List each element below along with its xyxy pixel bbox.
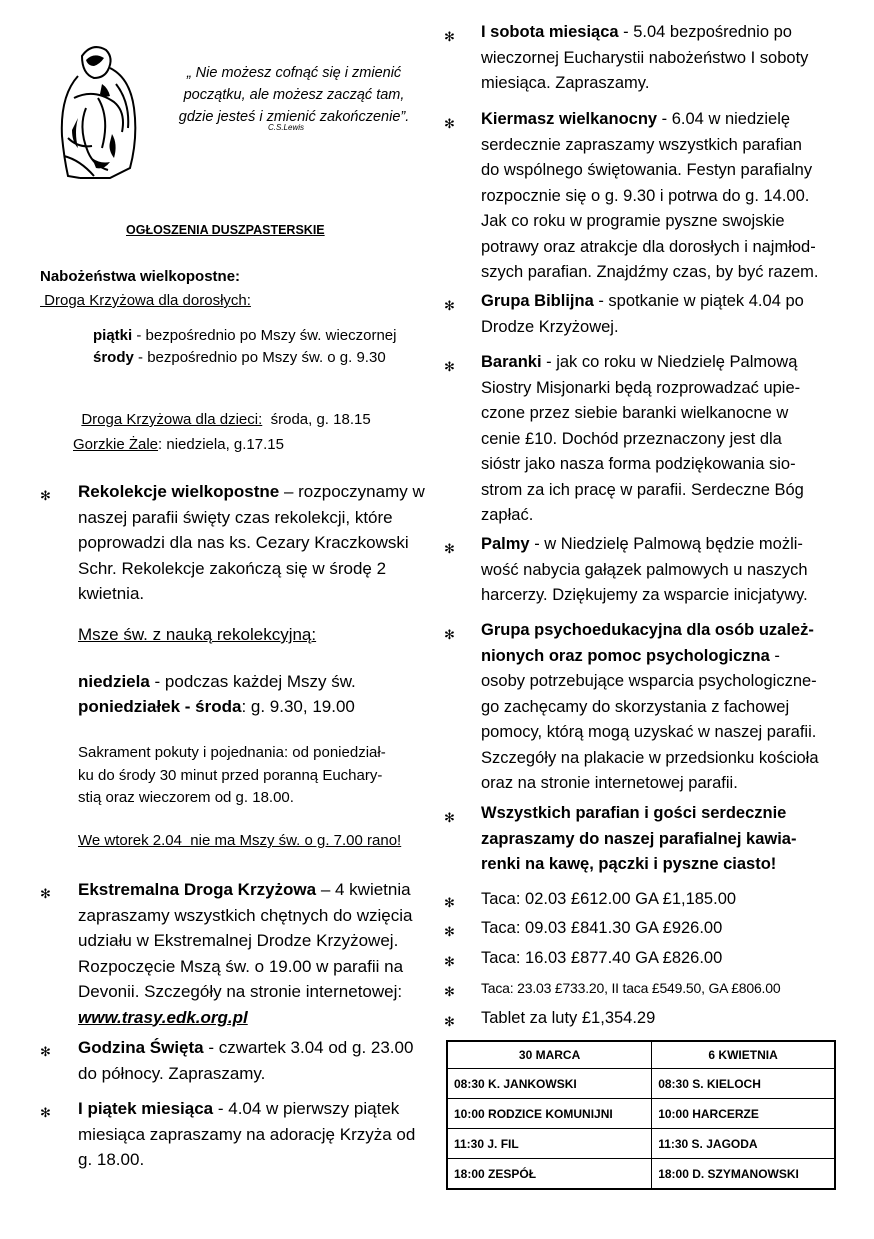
table-header: 30 MARCA [447,1041,652,1069]
rekolekcje-line: poprowadzi dla nas ks. Cezary Kraczkowski [78,533,409,552]
biblijna-block: Grupa Biblijna - spotkanie w piątek 4.04 po Drodze Krzyżowej. [481,292,804,336]
sobota-block: I sobota miesiąca - 5.04 bezpośrednio po wieczornej Eucharystii nabożeństwo I soboty miesiąca. Zapraszamy. [481,23,809,92]
table-cell: 11:30 S. JAGODA [652,1129,835,1159]
rekolekcje-line: Rekolekcje wielkopostne – rozpoczynamy w [78,482,425,501]
bullet-icon: ✻ [444,541,455,556]
page-heading: OGŁOSZENIA DUSZPASTERSKIE [126,223,325,237]
taca-line: Taca: 23.03 £733.20, II taca £549.50, GA £806.00 [481,980,781,996]
bullet-icon: ✻ [444,954,455,969]
godzina-title: Godzina Święta [78,1038,204,1057]
palmy-title: Palmy [481,535,530,553]
msze-monday: poniedziałek - środa: g. 9.30, 19.00 [78,697,355,716]
kawiarenka-block: Wszystkich parafian i gości serdecznie zapraszamy do naszej parafialnej kawia- renki na kawę, pączki i pyszne ciasto! [481,804,797,873]
baranki-block: Baranki - jak co roku w Niedzielę Palmową Siostry Misjonarki będą rozprowadzać upie- czone przez siebie baranki wielkanocne w cenie £10. Dochód przeznaczony jest dla sióstr jako nasza forma podziękowania sio- strom za ich pracę w parafii. Serdeczne Bóg zapłać. [481,353,804,524]
bullet-icon: ✻ [444,1014,455,1029]
tablet-line: Tablet za luty £1,354.29 [481,1009,656,1027]
table-cell: 10:00 HARCERZE [652,1099,835,1129]
table-row [447,1099,835,1129]
edk-link[interactable]: www.trasy.edk.org.pl [78,1007,248,1027]
palmy-block: Palmy - w Niedzielę Palmową będzie możli- wość nabycia gałązek palmowych u naszych harcerzy. Dziękujemy za wsparcie inicjatywy. [481,535,808,604]
rekolekcje-line: naszej parafii święty czas rekolekcji, które [78,507,393,527]
lent-adults-label: Droga Krzyżowa dla dorosłych: [40,292,251,309]
taca-line: Taca: 02.03 £612.00 GA £1,185.00 [481,890,737,908]
lent-fridays [93,327,396,344]
table-cell: 10:00 RODZICE KOMUNIJNI [447,1099,652,1129]
quote-line: „ Nie możesz cofnąć się i zmienić [186,65,402,81]
embrace-illustration [52,38,144,180]
edk-block: Ekstremalna Droga Krzyżowa – 4 kwietnia zapraszamy wszystkich chętnych do wzięcia udziału w Ekstremalnej Drodze Krzyżowej. Rozpoczęcie Mszą św. o 19.00 w parafii na Devonii. Szczegóły na stronie internetowej: www.trasy.edk.org.pl [78,877,438,1030]
msze-title: Msze św. z nauką rekolekcyjną: [78,625,317,644]
schedule-table [446,1040,836,1190]
bullet-icon: ✻ [444,810,455,825]
wednesdays-label: środy [93,349,134,366]
kiermasz-block: Kiermasz wielkanocny - 6.04 w niedzielę serdecznie zapraszamy wszystkich parafian do wspólnego świętowania. Festyn parafialny rozpocznie się o g. 9.30 i potrwa do g. 14.00. Jak co roku w programie pyszne swojskie potrawy oraz atrakcje dla dorosłych i najmłod- szych parafian. Znajdźmy czas, by być razem. [481,110,819,281]
bullet-icon: ✻ [40,1105,51,1120]
taca-line: Taca: 16.03 £877.40 GA £826.00 [481,949,723,967]
kids-label: Droga Krzyżowa dla dzieci: [81,411,263,428]
table-row [447,1069,835,1099]
lent-gorzkie [73,436,284,453]
piatek-title: I piątek miesiąca [78,1099,214,1118]
bullet-icon: ✻ [444,984,455,999]
table-cell: 18:00 ZESPÓŁ [447,1159,652,1190]
gorzkie-text: : niedziela, g.17.15 [158,436,284,453]
edk-title: Ekstremalna Droga Krzyżowa [78,880,317,899]
rekolekcje-line: Schr. Rekolekcje zakończą się w środę 2 [78,558,387,578]
quote-block [160,62,428,128]
lent-kids [73,394,371,428]
wednesdays-text: - bezpośrednio po Mszy św. o g. 9.30 [133,349,386,366]
godzina-block: Godzina Święta - czwartek 3.04 od g. 23.00 do północy. Zapraszamy. [78,1038,414,1083]
table-row [447,1129,835,1159]
bullet-icon: ✻ [40,886,51,901]
bullet-icon: ✻ [40,488,51,503]
rekolekcje-block [78,479,438,607]
bullet-icon: ✻ [444,116,455,131]
msze-sunday: niedziela - podczas każdej Mszy św. [78,672,356,691]
table-cell: 11:30 J. FIL [447,1129,652,1159]
quote-line: gdzie jesteś i zmienić zakończenie”. [178,109,410,125]
biblijna-title: Grupa Biblijna [481,292,594,310]
bullet-icon: ✻ [444,29,455,44]
rekolekcje-title: Rekolekcje wielkopostne [78,482,280,501]
bullet-icon: ✻ [444,359,455,374]
bullet-icon: ✻ [444,895,455,910]
table-header: 6 KWIETNIA [652,1041,835,1069]
sobota-title: I sobota miesiąca [481,23,619,41]
psycho-block: Grupa psychoedukacyjna dla osób uzależ- nionych oraz pomoc psychologiczna - osoby potrzebujące wsparcia psychologiczne- go zachęcamy do skorzystania z fachowej pomocy, którą mogą uzyskać w naszej parafii. Szczegóły na plakacie w przedsionku kościoła oraz na stronie internetowej parafii. [481,621,819,792]
table-row [447,1159,835,1190]
gorzkie-label: Gorzkie Żale [73,436,159,453]
quote-author: C.S.Lewis [268,123,305,132]
fridays-label: piątki [93,327,133,344]
table-cell: 08:30 S. KIELOCH [652,1069,835,1099]
kiermasz-title: Kiermasz wielkanocny [481,110,658,128]
bullet-icon: ✻ [444,627,455,642]
bullet-icon: ✻ [444,924,455,939]
sakrament-block: Sakrament pokuty i pojednania: od poniedział- ku do środy 30 minut przed poranną Euchary- stią oraz wieczorem od g. 18.00. [78,744,386,806]
rekolekcje-line: kwietnia. [78,584,145,603]
taca-line: Taca: 09.03 £841.30 GA £926.00 [481,919,723,937]
quote-line: początku, ale możesz zacząć tam, [183,87,405,103]
table-header-row [447,1041,835,1069]
table-cell: 18:00 D. SZYMANOWSKI [652,1159,835,1190]
table-cell: 08:30 K. JANKOWSKI [447,1069,652,1099]
piatek-block: I piątek miesiąca - 4.04 w pierwszy piątek miesiąca zapraszamy na adorację Krzyża od g. 18.00. [78,1099,416,1169]
kids-text: środa, g. 18.15 [262,411,371,428]
wtorek-notice: We wtorek 2.04 nie ma Mszy św. o g. 7.00 rano! [78,832,402,849]
lent-wednesdays [93,349,386,366]
psycho-title: Grupa psychoedukacyjna dla osób uzależ- [481,621,814,639]
bullet-icon: ✻ [40,1044,51,1059]
bullet-icon: ✻ [444,298,455,313]
lent-title: Nabożeństwa wielkopostne: [40,268,241,285]
baranki-title: Baranki [481,353,542,371]
fridays-text: - bezpośrednio po Mszy św. wieczornej [132,327,397,344]
